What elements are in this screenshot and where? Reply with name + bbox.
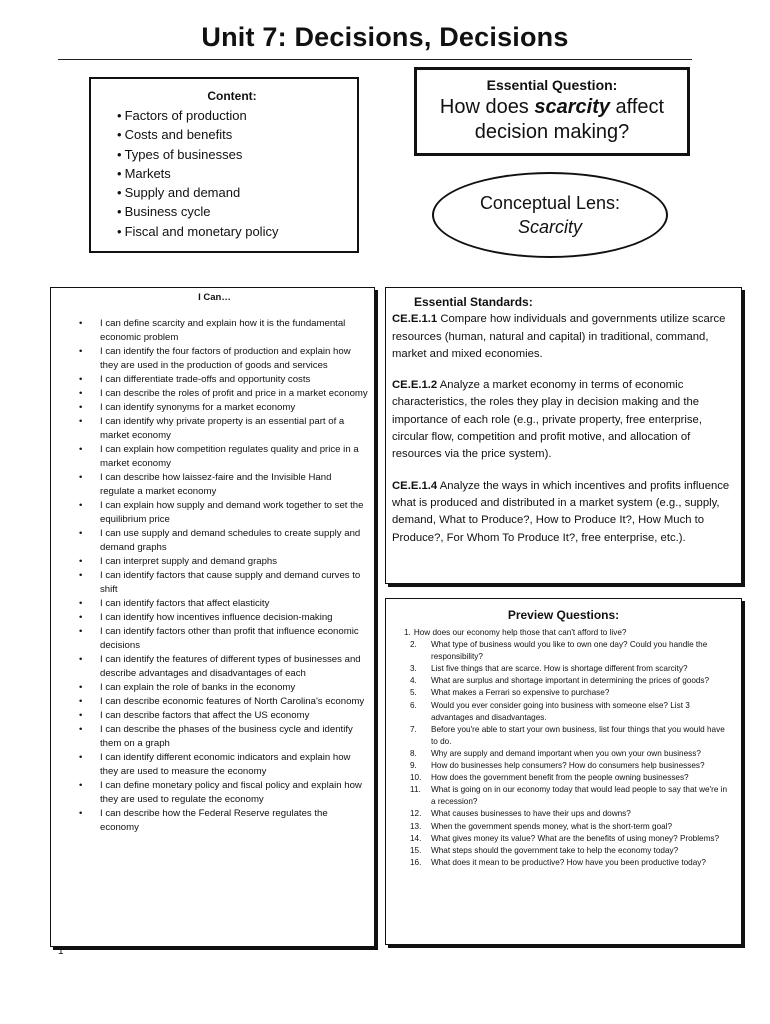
preview-questions-box [385,598,742,945]
question-number: 15. [410,845,422,855]
essential-question-heading: Essential Question: [486,77,618,93]
list-item [394,675,733,687]
standard-text: Compare how individuals and governments utilize scarce resources (human, natural and capital) in traditional, command, market and mixed economies. [392,313,726,360]
list-item: • I can describe economic features of North Carolina's economy [61,695,368,709]
list-item: • I can identify synonyms for a market economy [61,401,368,415]
question-text: What are surplus and shortage important in determining the prices of goods? [431,676,710,686]
list-item: • I can define scarcity and explain how it is the fundamental economic problem [61,317,368,345]
list-item: • I can describe how laissez-faire and the Invisible Hand regulate a market economy [61,471,368,499]
question-number: 6. [410,700,417,710]
list-item [394,772,733,784]
question-number: 12. [410,809,422,819]
list-item [394,687,733,699]
list-item [394,857,733,869]
list-item: • I can explain the role of banks in the economy [61,681,368,695]
list-item [394,821,733,833]
list-item: • I can differentiate trade-offs and opportunity costs [61,373,368,387]
title-underline [58,59,692,60]
question-number: 3. [410,664,417,674]
list-item: • I can identify factors that cause supply and demand curves to shift [61,569,368,597]
question-number: 14. [410,833,422,843]
list-item: • I can identify factors that affect elasticity [61,597,368,611]
list-item [394,808,733,820]
question-emphasis: scarcity [534,96,610,118]
question-number: 4. [410,676,417,686]
essential-standards-box [385,287,742,584]
question-text: Why are supply and demand important when you own your own business? [431,748,701,758]
list-item [394,760,733,772]
list-item: • I can describe factors that affect the US economy [61,709,368,723]
list-item [394,748,733,760]
list-item: • I can identify the four factors of production and explain how they are used in the production of goods and services [61,345,368,373]
preview-heading: Preview Questions: [507,608,620,622]
question-part: How does [439,96,535,118]
question-number: 10. [410,773,422,783]
list-item [394,700,733,724]
lens-heading: Conceptual Lens: [479,193,621,213]
question-text: What makes a Ferrari so expensive to purchase? [431,688,610,698]
content-list [117,106,347,241]
question-number: 2. [410,640,417,650]
standard-item [392,478,733,547]
question-part: affect decision making? [474,96,665,143]
i-can-box [50,287,375,947]
list-item: • I can use supply and demand schedules to create supply and demand graphs [61,527,368,555]
list-item: • I can identify different economic indicators and explain how they are used to measure the economy [61,751,368,779]
list-item [394,724,733,748]
content-box [89,77,359,253]
list-item: • Supply and demand [117,183,347,202]
page-title: Unit 7: Decisions, Decisions [201,22,569,52]
list-item: • Types of businesses [117,145,347,164]
question-text: What does it mean to be productive? How have you been productive today? [431,857,706,867]
essential-question-box [414,67,690,156]
list-item: • Costs and benefits [117,125,347,144]
standard-code: CE.E.1.4 [392,479,438,492]
list-item [394,845,733,857]
list-item: • I can explain how competition regulates quality and price in a market economy [61,443,368,471]
list-item: • I can identify why private property is an essential part of a market economy [61,415,368,443]
list-item [394,627,733,639]
i-can-heading: I Can… [198,292,231,303]
list-item [394,663,733,675]
standards-list [392,311,733,547]
list-item: • Factors of production [117,106,347,125]
i-can-list [61,317,368,835]
question-number: 16. [410,857,422,867]
standard-text: Analyze the ways in which incentives and profits influence what is produced and distributed in a market system (e.g., supply, demand, What to Produce?, How to Produce It?, How Much to Produce?, For Whom To Produce It?, free enterprise, etc.). [392,479,730,544]
list-item: • I can identify factors other than profit that influence economic decisions [61,625,368,653]
question-text: What steps should the government take to help the economy today? [431,845,679,855]
standard-text: Analyze a market economy in terms of economic characteristics, the roles they play in decision making and the importance of each role (e.g., private property, free enterprise, circular flow, competition and profit motive, and allocation of resources via the price system). [392,379,702,461]
standard-code: CE.E.1.2 [392,379,438,392]
question-text: What is going on in our economy today that would lead people to say that we're in a recession? [431,785,728,807]
question-number: 13. [410,821,422,831]
list-item: • Fiscal and monetary policy [117,222,347,241]
question-number: 11. [410,785,421,795]
content-heading: Content: [207,89,257,103]
conceptual-lens-oval [432,172,668,258]
question-text: When the government spends money, what is the short-term goal? [431,821,673,831]
list-item: • Business cycle [117,202,347,221]
list-item: • I can define monetary policy and fiscal policy and explain how they are used to regulate the economy [61,779,368,807]
question-number: 7. [410,724,417,734]
question-text: List five things that are scarce. How is shortage different from scarcity? [431,664,688,674]
question-text: What causes businesses to have their ups and downs? [431,809,631,819]
question-text: How does the government benefit from the people owning businesses? [431,773,689,783]
question-text: What gives money its value? What are the benefits of using money? Problems? [431,833,720,843]
list-item: • I can describe the phases of the business cycle and identify them on a graph [61,723,368,751]
question-text: Would you ever consider going into business with someone else? List 3 advantages and disadvantages. [431,700,690,722]
lens-value: Scarcity [517,217,582,237]
question-number: 8. [410,748,417,758]
list-item: • I can describe how the Federal Reserve regulates the economy [61,807,368,835]
question-text: How does our economy help those that can't afford to live? [413,628,627,637]
question-number: 9. [410,761,417,771]
question-number: 1. [404,628,411,637]
question-text: What type of business would you like to own one day? Could you handle the responsibility? [431,640,708,662]
essential-question-text [417,95,687,145]
standard-item [392,377,733,463]
list-item: • I can identify the features of different types of businesses and describe advantages and disadvantages of each [61,653,368,681]
list-item: • I can interpret supply and demand graphs [61,555,368,569]
question-text: How do businesses help consumers? How do consumers help businesses? [431,761,705,771]
list-item: • I can explain how supply and demand work together to set the equilibrium price [61,499,368,527]
list-item [394,639,733,663]
list-item: • I can describe the roles of profit and price in a market economy [61,387,368,401]
list-item: • Markets [117,164,347,183]
list-item [394,833,733,845]
preview-list [394,627,733,869]
list-item [394,784,733,808]
page-number: 1 [58,946,64,957]
standards-heading: Essential Standards: [414,295,533,309]
question-number: 5. [410,688,417,698]
standard-code: CE.E.1.1 [392,313,438,326]
question-text: Before you're able to start your own business, list four things that you would have to do. [431,724,725,746]
list-item: • I can identify how incentives influence decision-making [61,611,368,625]
standard-item [392,311,733,363]
